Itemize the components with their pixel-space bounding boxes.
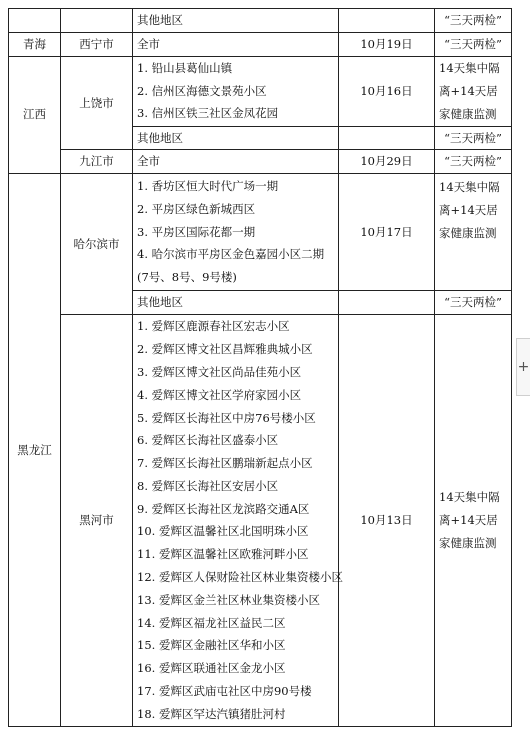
measure-cell: 14天集中隔离+14天居家健康监测: [435, 174, 512, 291]
date-cell: [339, 291, 435, 315]
list-item: 17. 爱辉区武庙屯社区中房90号楼: [137, 684, 312, 699]
side-expand-tab[interactable]: [516, 338, 530, 396]
list-item: 14. 爱辉区福龙社区益民二区: [137, 615, 286, 630]
list-item: 18. 爱辉区罕达汽镇猪肚河村: [137, 706, 286, 721]
province-cell: 青海: [9, 32, 61, 56]
city-cell: 九江市: [61, 150, 133, 174]
table-row: [9, 314, 512, 726]
measure-cell: 14天集中隔离+14天居家健康监测: [435, 314, 512, 726]
date-cell: [339, 9, 435, 33]
area-cell: 全市: [133, 150, 339, 174]
measure-cell: “三天两检”: [435, 9, 512, 33]
measure-cell: 14天集中隔离+14天居家健康监测: [435, 56, 512, 126]
list-item: 3. 爱辉区博文社区尚品佳苑小区: [137, 364, 302, 379]
area-list-cell: [133, 56, 339, 126]
list-item: 3. 信州区铁三社区金凤花园: [137, 106, 279, 121]
area-list-cell: [133, 314, 343, 726]
measure-cell: “三天两检”: [435, 32, 512, 56]
area-cell: 其他地区: [133, 126, 339, 150]
city-cell: 上饶市: [61, 56, 133, 150]
measure-cell: “三天两检”: [435, 291, 512, 315]
city-cell: [61, 9, 133, 33]
list-item: 10. 爱辉区温馨社区北国明珠小区: [137, 524, 309, 539]
list-item: 4. 哈尔滨市平房区金色嘉园小区二期(7号、8号、9号楼): [137, 247, 325, 285]
table-row: [9, 150, 512, 174]
province-cell: 江西: [9, 56, 61, 174]
list-item: 6. 爱辉区长海社区盛泰小区: [137, 433, 279, 448]
list-item: 16. 爱辉区联通社区金龙小区: [137, 661, 286, 676]
table-row: [9, 32, 512, 56]
city-cell: 哈尔滨市: [61, 174, 133, 315]
list-item: 1. 铅山县葛仙山镇: [137, 60, 233, 75]
list-item: 13. 爱辉区金兰社区林业集资楼小区: [137, 592, 320, 607]
list-item: 2. 平房区绿色新城西区: [137, 201, 256, 216]
date-cell: 10月19日: [339, 32, 435, 56]
table-row: [9, 9, 512, 33]
date-cell: [339, 126, 435, 150]
list-item: 4. 爱辉区博文社区学府家园小区: [137, 387, 302, 402]
table-row: [9, 56, 512, 126]
list-item: 3. 平房区国际花都一期: [137, 224, 256, 239]
list-item: 11. 爱辉区温馨社区欧雅河畔小区: [137, 547, 309, 562]
date-cell: 10月29日: [339, 150, 435, 174]
date-cell: 10月17日: [339, 174, 435, 291]
list-item: 2. 信州区海德文景苑小区: [137, 83, 267, 98]
city-cell: 黑河市: [61, 314, 133, 726]
measure-cell: “三天两检”: [435, 126, 512, 150]
list-item: 9. 爱辉区长海社区龙滨路交通A区: [137, 501, 310, 516]
list-item: 1. 香坊区恒大时代广场一期: [137, 178, 279, 193]
list-item: 2. 爱辉区博文社区昌辉雅典城小区: [137, 342, 313, 357]
area-list-cell: [133, 174, 339, 291]
table-row: [9, 174, 512, 291]
date-cell: 10月13日: [339, 314, 435, 726]
province-cell: [9, 9, 61, 33]
area-cell: 其他地区: [133, 9, 339, 33]
date-cell: 10月16日: [339, 56, 435, 126]
list-item: 8. 爱辉区长海社区安居小区: [137, 478, 279, 493]
list-item: 12. 爱辉区人保财险社区林业集资楼小区: [137, 570, 343, 585]
plus-icon: +: [517, 359, 530, 375]
province-cell: 黑龙江: [9, 174, 61, 727]
city-cell: 西宁市: [61, 32, 133, 56]
risk-area-table: [8, 8, 512, 727]
area-cell: 全市: [133, 32, 339, 56]
list-item: 15. 爱辉区金融社区华和小区: [137, 638, 286, 653]
area-cell: 其他地区: [133, 291, 339, 315]
measure-cell: “三天两检”: [435, 150, 512, 174]
list-item: 5. 爱辉区长海社区中房76号楼小区: [137, 410, 316, 425]
list-item: 1. 爱辉区鹿源春社区宏志小区: [137, 319, 290, 334]
list-item: 7. 爱辉区长海社区鹏瑞新起点小区: [137, 456, 313, 471]
